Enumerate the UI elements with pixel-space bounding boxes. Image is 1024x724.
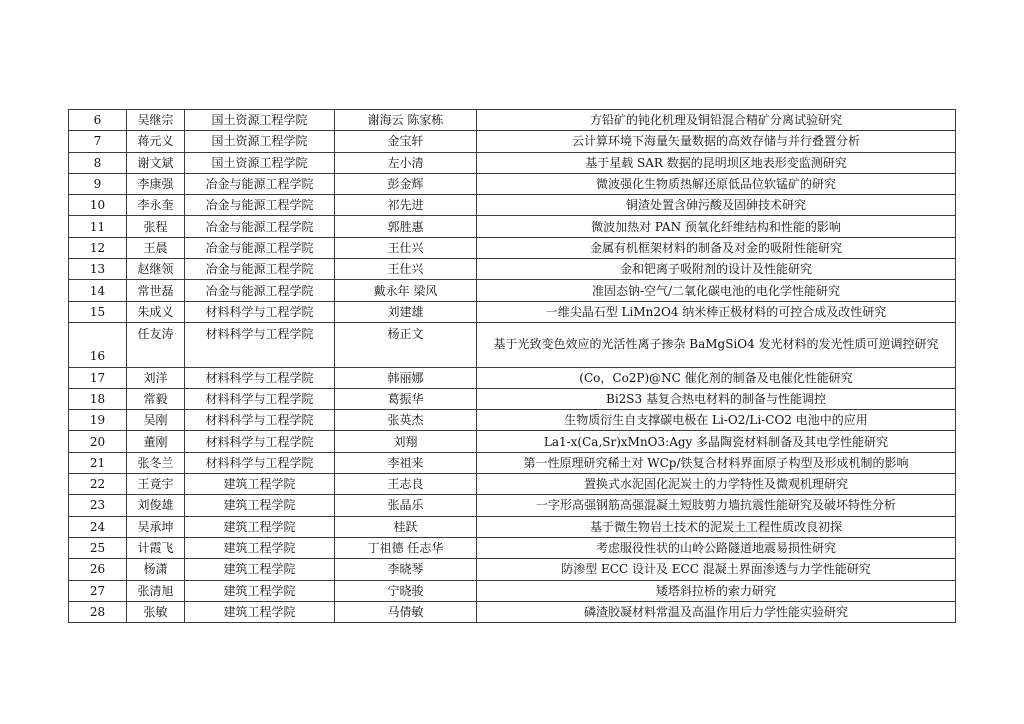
project-title-cell: 矮塔斜拉桥的索力研究 (477, 580, 956, 601)
student-name-cell: 吴刚 (127, 410, 185, 431)
college-cell: 材料科学与工程学院 (185, 322, 335, 367)
student-name-cell: 张清旭 (127, 580, 185, 601)
college-cell: 建筑工程学院 (185, 537, 335, 558)
row-number-cell: 14 (69, 280, 127, 301)
project-title-cell: 金属有机框架材料的制备及对金的吸附性能研究 (477, 237, 956, 258)
project-title-cell: 考虑服役性状的山岭公路隧道地震易损性研究 (477, 537, 956, 558)
project-title-cell: 磷渣胶凝材料常温及高温作用后力学性能实验研究 (477, 601, 956, 622)
supervisor-cell: 马倩敏 (335, 601, 477, 622)
row-number-cell: 6 (69, 110, 127, 131)
student-name-cell: 张冬兰 (127, 452, 185, 473)
supervisor-cell: 王仕兴 (335, 259, 477, 280)
student-name-cell: 刘洋 (127, 367, 185, 388)
college-cell: 冶金与能源工程学院 (185, 195, 335, 216)
college-cell: 材料科学与工程学院 (185, 301, 335, 322)
row-number-cell: 15 (69, 301, 127, 322)
student-name-cell: 赵继领 (127, 259, 185, 280)
row-number-cell: 26 (69, 559, 127, 580)
supervisor-cell: 王仕兴 (335, 237, 477, 258)
college-cell: 国土资源工程学院 (185, 110, 335, 131)
table-row (69, 516, 956, 537)
row-number-cell: 22 (69, 474, 127, 495)
project-title-cell: 微波加热对 PAN 预氧化纤维结构和性能的影响 (477, 216, 956, 237)
student-name-cell: 刘俊雄 (127, 495, 185, 516)
table-row (69, 410, 956, 431)
row-number-cell: 27 (69, 580, 127, 601)
college-cell: 材料科学与工程学院 (185, 367, 335, 388)
project-title-cell: 生物质衍生自支撑碳电极在 Li-O2/Li-CO2 电池中的应用 (477, 410, 956, 431)
student-name-cell: 任友涛 (127, 322, 185, 367)
supervisor-cell: 韩丽娜 (335, 367, 477, 388)
student-name-cell: 计霞飞 (127, 537, 185, 558)
row-number-cell: 7 (69, 131, 127, 152)
student-name-cell: 李永奎 (127, 195, 185, 216)
table-row (69, 431, 956, 452)
college-cell: 建筑工程学院 (185, 495, 335, 516)
student-name-cell: 张程 (127, 216, 185, 237)
student-name-cell: 朱成义 (127, 301, 185, 322)
project-title-cell: 一字形高强钢筋高强混凝土短肢剪力墙抗震性能研究及破坏特性分析 (477, 495, 956, 516)
college-cell: 国土资源工程学院 (185, 152, 335, 173)
row-number-cell: 18 (69, 388, 127, 409)
project-table (68, 109, 956, 623)
student-name-cell: 李康强 (127, 173, 185, 194)
college-cell: 建筑工程学院 (185, 516, 335, 537)
row-number-cell: 19 (69, 410, 127, 431)
college-cell: 材料科学与工程学院 (185, 452, 335, 473)
row-number-cell: 17 (69, 367, 127, 388)
supervisor-cell: 金宝轩 (335, 131, 477, 152)
project-title-cell: 微波强化生物质热解还原低品位软锰矿的研究 (477, 173, 956, 194)
college-cell: 冶金与能源工程学院 (185, 259, 335, 280)
supervisor-cell: 李祖来 (335, 452, 477, 473)
supervisor-cell: 刘翔 (335, 431, 477, 452)
college-cell: 建筑工程学院 (185, 601, 335, 622)
supervisor-cell: 左小清 (335, 152, 477, 173)
project-title-cell: 基于光致变色效应的光活性离子掺杂 BaMgSiO4 发光材料的发光性质可逆调控研究 (477, 322, 956, 367)
row-number-cell: 13 (69, 259, 127, 280)
table-row (69, 280, 956, 301)
table-row (69, 195, 956, 216)
student-name-cell: 常世磊 (127, 280, 185, 301)
row-number-cell: 9 (69, 173, 127, 194)
table-row (69, 110, 956, 131)
project-title-cell: 铜渣处置含砷污酸及固砷技术研究 (477, 195, 956, 216)
table-row (69, 152, 956, 173)
row-number-cell: 24 (69, 516, 127, 537)
student-name-cell: 谢文斌 (127, 152, 185, 173)
table-row (69, 259, 956, 280)
supervisor-cell: 刘建雄 (335, 301, 477, 322)
supervisor-cell: 谢海云 陈家栋 (335, 110, 477, 131)
row-number-cell: 20 (69, 431, 127, 452)
college-cell: 建筑工程学院 (185, 580, 335, 601)
row-number-cell: 12 (69, 237, 127, 258)
table-row (69, 216, 956, 237)
project-title-cell: 准固态钠-空气/二氧化碳电池的电化学性能研究 (477, 280, 956, 301)
table-row (69, 474, 956, 495)
project-title-cell: 云计算环境下海量矢量数据的高效存储与并行叠置分析 (477, 131, 956, 152)
college-cell: 材料科学与工程学院 (185, 410, 335, 431)
table-row (69, 559, 956, 580)
college-cell: 国土资源工程学院 (185, 131, 335, 152)
table-row (69, 452, 956, 473)
table-row (69, 131, 956, 152)
supervisor-cell: 葛振华 (335, 388, 477, 409)
table-row (69, 601, 956, 622)
supervisor-cell: 李晓琴 (335, 559, 477, 580)
supervisor-cell: 宁晓骏 (335, 580, 477, 601)
project-title-cell: La1-x(Ca,Sr)xMnO3:Agy 多晶陶瓷材料制备及其电学性能研究 (477, 431, 956, 452)
supervisor-cell: 杨正文 (335, 322, 477, 367)
project-title-cell: 防渗型 ECC 设计及 ECC 混凝土界面渗透与力学性能研究 (477, 559, 956, 580)
project-title-cell: 一维尖晶石型 LiMn2O4 纳米棒正极材料的可控合成及改性研究 (477, 301, 956, 322)
row-number-cell: 23 (69, 495, 127, 516)
table-row (69, 173, 956, 194)
project-title-cell: 基于星载 SAR 数据的昆明坝区地表形变监测研究 (477, 152, 956, 173)
table-row (69, 537, 956, 558)
college-cell: 冶金与能源工程学院 (185, 237, 335, 258)
row-number-cell: 28 (69, 601, 127, 622)
college-cell: 材料科学与工程学院 (185, 431, 335, 452)
student-name-cell: 蒋元义 (127, 131, 185, 152)
table-row (69, 301, 956, 322)
student-name-cell: 吴承坤 (127, 516, 185, 537)
project-title-cell: Bi2S3 基复合热电材料的制备与性能调控 (477, 388, 956, 409)
college-cell: 建筑工程学院 (185, 474, 335, 495)
row-number-cell: 10 (69, 195, 127, 216)
row-number-cell: 21 (69, 452, 127, 473)
student-name-cell: 吴继宗 (127, 110, 185, 131)
row-number-cell: 25 (69, 537, 127, 558)
project-title-cell: 置换式水泥固化泥炭土的力学特性及微观机理研究 (477, 474, 956, 495)
college-cell: 建筑工程学院 (185, 559, 335, 580)
supervisor-cell: 彭金辉 (335, 173, 477, 194)
table-row (69, 367, 956, 388)
row-number-cell: 11 (69, 216, 127, 237)
project-title-cell: 基于微生物岩土技术的泥炭土工程性质改良初探 (477, 516, 956, 537)
college-cell: 冶金与能源工程学院 (185, 280, 335, 301)
project-table-body (69, 110, 956, 623)
row-number-cell: 16 (69, 322, 127, 367)
student-name-cell: 董刚 (127, 431, 185, 452)
project-title-cell: 金和钯离子吸附剂的设计及性能研究 (477, 259, 956, 280)
project-title-cell: 第一性原理研究稀土对 WCp/铁复合材料界面原子构型及形成机制的影响 (477, 452, 956, 473)
table-row (69, 322, 956, 367)
supervisor-cell: 桂跃 (335, 516, 477, 537)
college-cell: 冶金与能源工程学院 (185, 216, 335, 237)
student-name-cell: 杨潇 (127, 559, 185, 580)
project-title-cell: 方铅矿的钝化机理及铜铅混合精矿分离试验研究 (477, 110, 956, 131)
supervisor-cell: 戴永年 梁风 (335, 280, 477, 301)
table-row (69, 580, 956, 601)
student-name-cell: 常毅 (127, 388, 185, 409)
supervisor-cell: 丁祖德 任志华 (335, 537, 477, 558)
project-title-cell: (Co，Co2P)@NC 催化剂的制备及电催化性能研究 (477, 367, 956, 388)
supervisor-cell: 郭胜惠 (335, 216, 477, 237)
supervisor-cell: 张英杰 (335, 410, 477, 431)
supervisor-cell: 张晶乐 (335, 495, 477, 516)
college-cell: 材料科学与工程学院 (185, 388, 335, 409)
supervisor-cell: 王志良 (335, 474, 477, 495)
student-name-cell: 张敏 (127, 601, 185, 622)
student-name-cell: 王晨 (127, 237, 185, 258)
student-name-cell: 王竟宇 (127, 474, 185, 495)
table-row (69, 388, 956, 409)
row-number-cell: 8 (69, 152, 127, 173)
college-cell: 冶金与能源工程学院 (185, 173, 335, 194)
supervisor-cell: 祁先进 (335, 195, 477, 216)
table-row (69, 495, 956, 516)
table-row (69, 237, 956, 258)
